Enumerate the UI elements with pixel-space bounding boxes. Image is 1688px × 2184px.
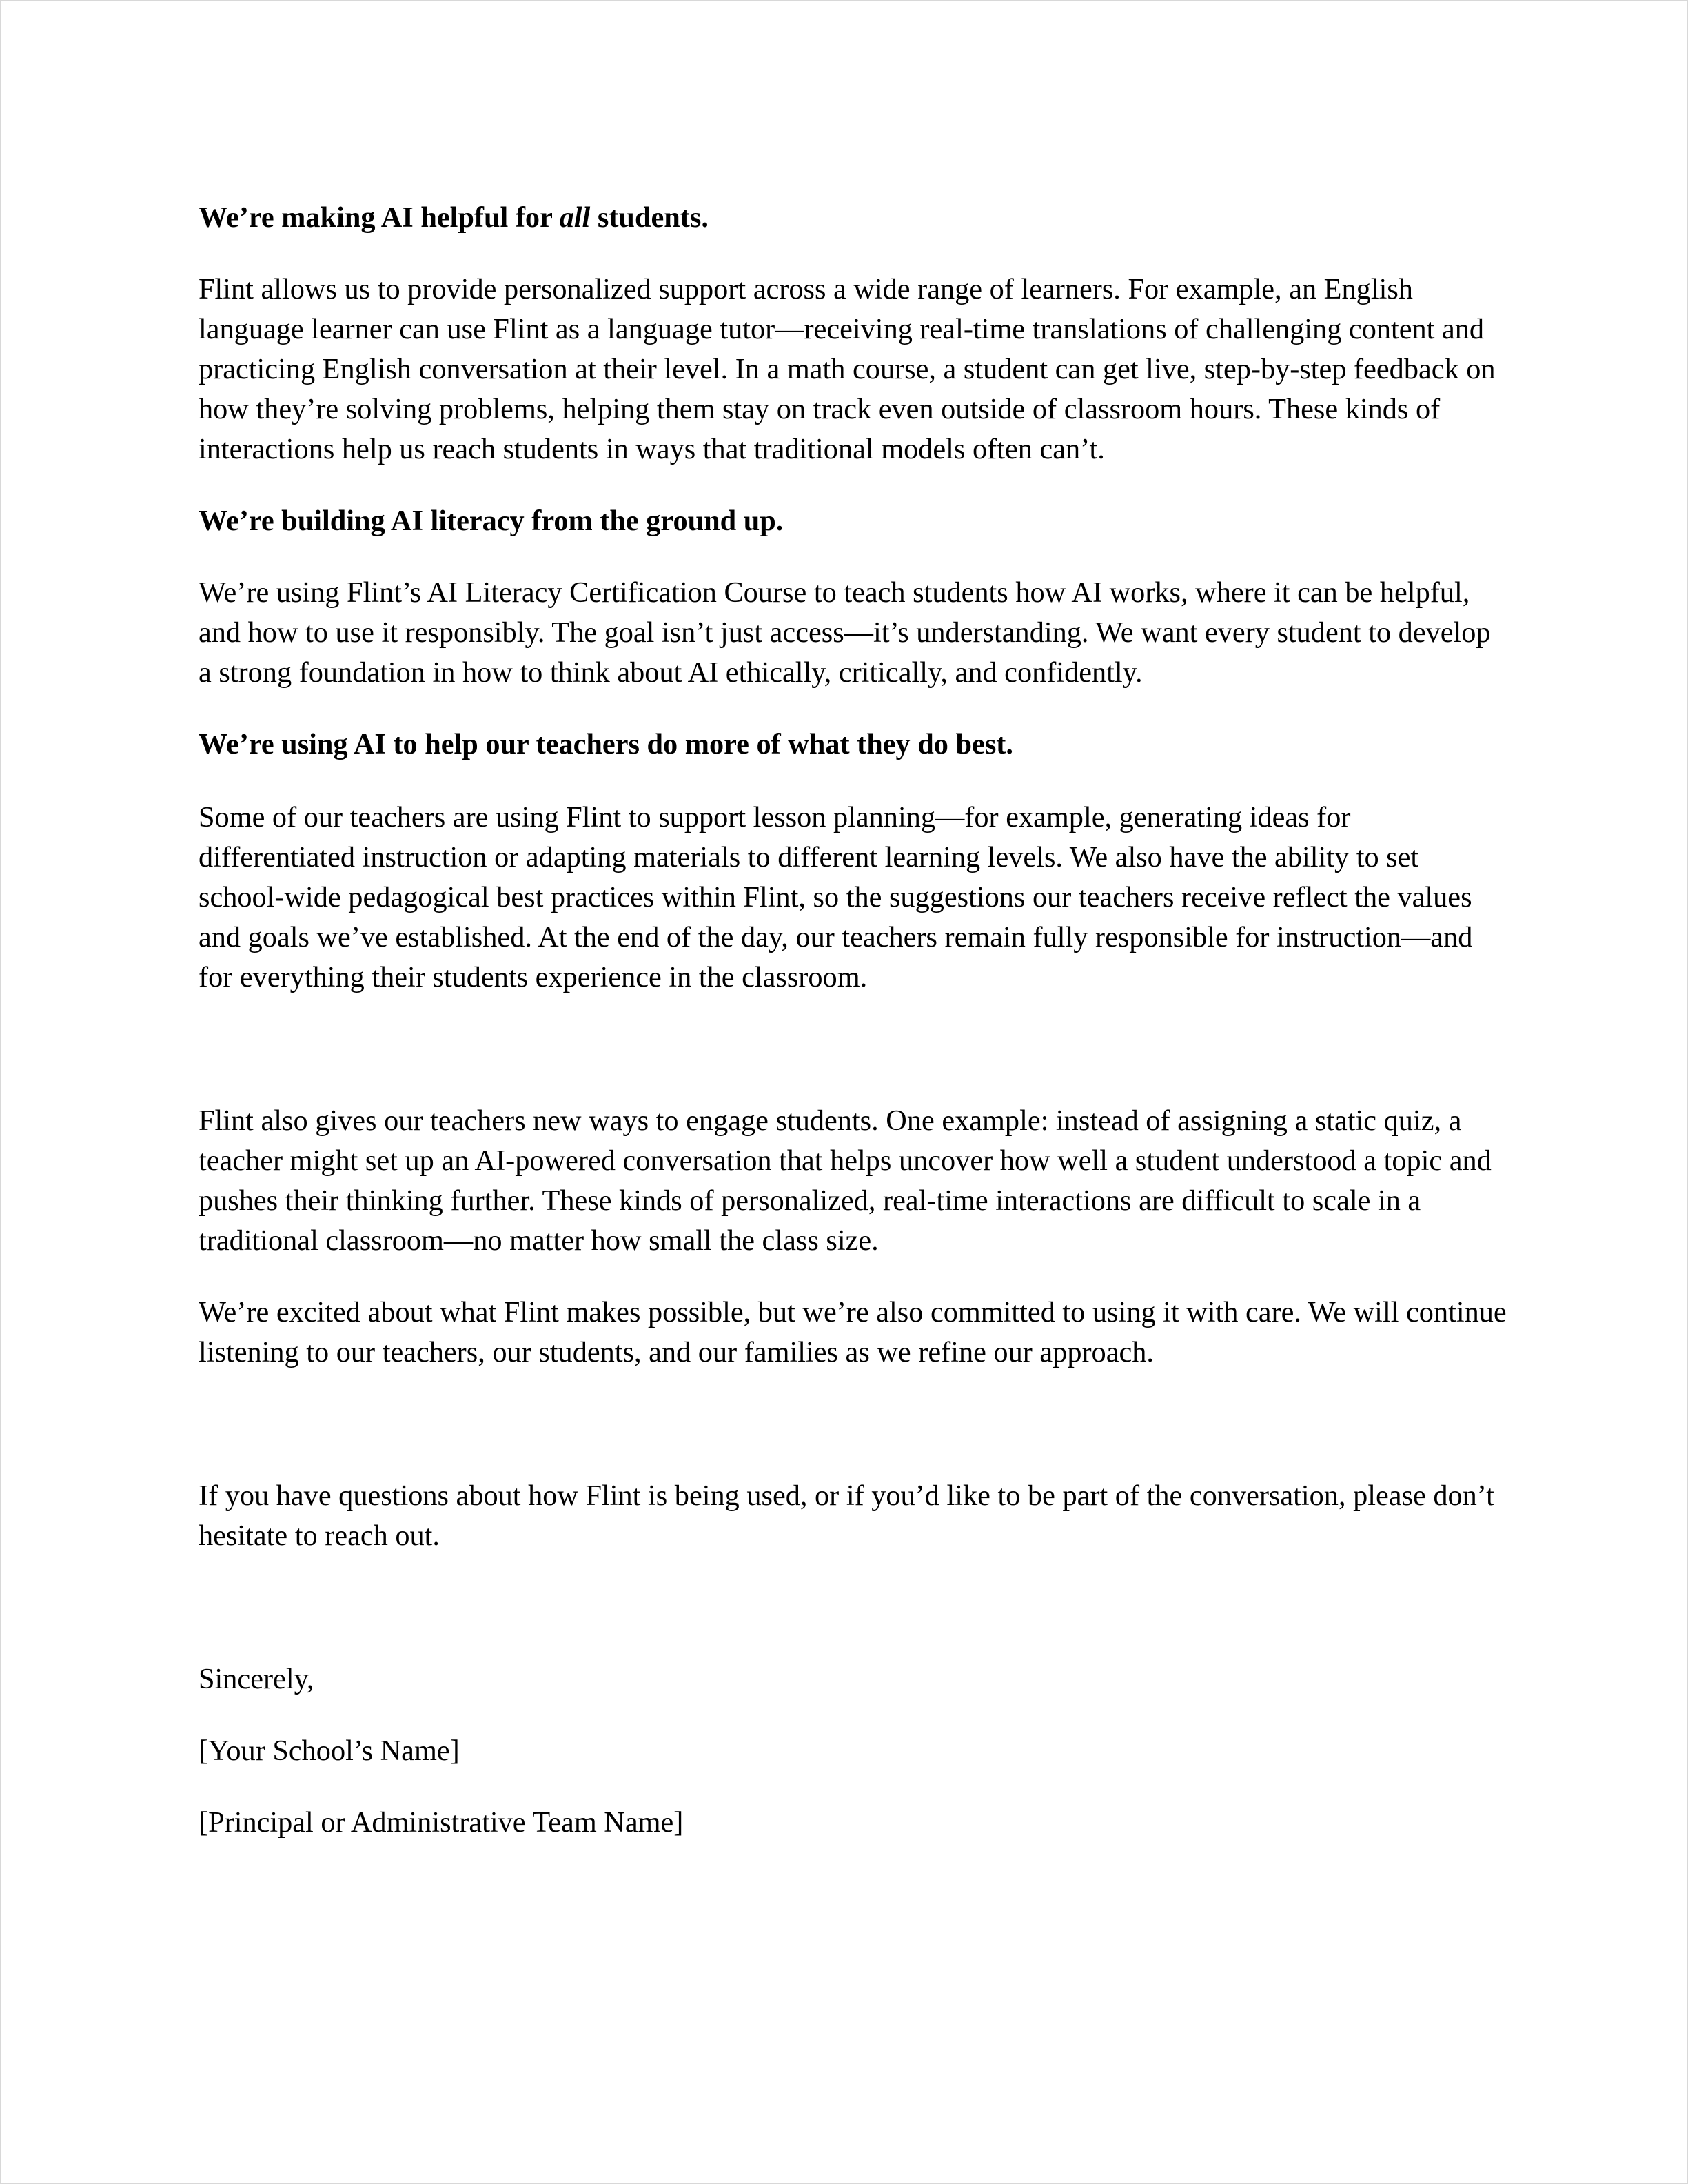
signature-team-name: [Principal or Administrative Team Name] — [199, 1806, 684, 1839]
heading-text-after: students. — [590, 201, 709, 234]
heading-emphasis: all — [559, 201, 591, 234]
closing-salutation: Sincerely, — [199, 1663, 314, 1695]
paragraph-lesson-planning: Some of our teachers are using Flint to support lesson planning—for example, generating ideas for differentiated instruction or adapting materials to different learning levels. We also have the ability to set school-wide pedagogical best practices within Flint, so the suggestions our teachers receive reflect the values and goals we’ve established. At the end of the day, our teachers remain fully responsible for instruction—and for everything their students experience in the classroom. — [199, 801, 1473, 993]
signature-school-name: [Your School’s Name] — [199, 1735, 460, 1767]
heading-helpful-for-all — [199, 198, 1508, 238]
heading-ai-literacy: We’re building AI literacy from the ground up. — [199, 505, 784, 537]
paragraph-commitment: We’re excited about what Flint makes possible, but we’re also committed to using it with care. We will continue listening to our teachers, our students, and our families as we refine our approach. — [199, 1296, 1507, 1368]
paragraph-ai-literacy: We’re using Flint’s AI Literacy Certification Course to teach students how AI works, where it can be helpful, and how to use it responsibly. The goal isn’t just access—it’s understanding. We want every student to develop a strong foundation in how to think about AI ethically, critically, and confidently. — [199, 576, 1491, 689]
paragraph-engage-students: Flint also gives our teachers new ways to engage students. One example: instead of assigning a static quiz, a teacher might set up an AI-powered conversation that helps uncover how well a student understood a topic and pushes their thinking further. These kinds of personalized, real-time interactions are difficult to scale in a traditional classroom—no matter how small the class size. — [199, 1104, 1492, 1257]
heading-text-before: We’re making AI helpful for — [199, 201, 560, 234]
heading-teachers: We’re using AI to help our teachers do more of what they do best. — [199, 728, 1013, 760]
paragraph-personalized-support: Flint allows us to provide personalized support across a wide range of learners. For example, an English language learner can use Flint as a language tutor—receiving real-time translations of challenging content and practicing English conversation at their level. In a math course, a student can get live, step-by-step feedback on how they’re solving problems, helping them stay on track even outside of classroom hours. These kinds of interactions help us reach students in ways that traditional models often can’t. — [199, 273, 1496, 465]
letter-body — [199, 198, 1508, 1843]
paragraph-questions: If you have questions about how Flint is being used, or if you’d like to be part of the conversation, please don’t hesitate to reach out. — [199, 1479, 1494, 1552]
